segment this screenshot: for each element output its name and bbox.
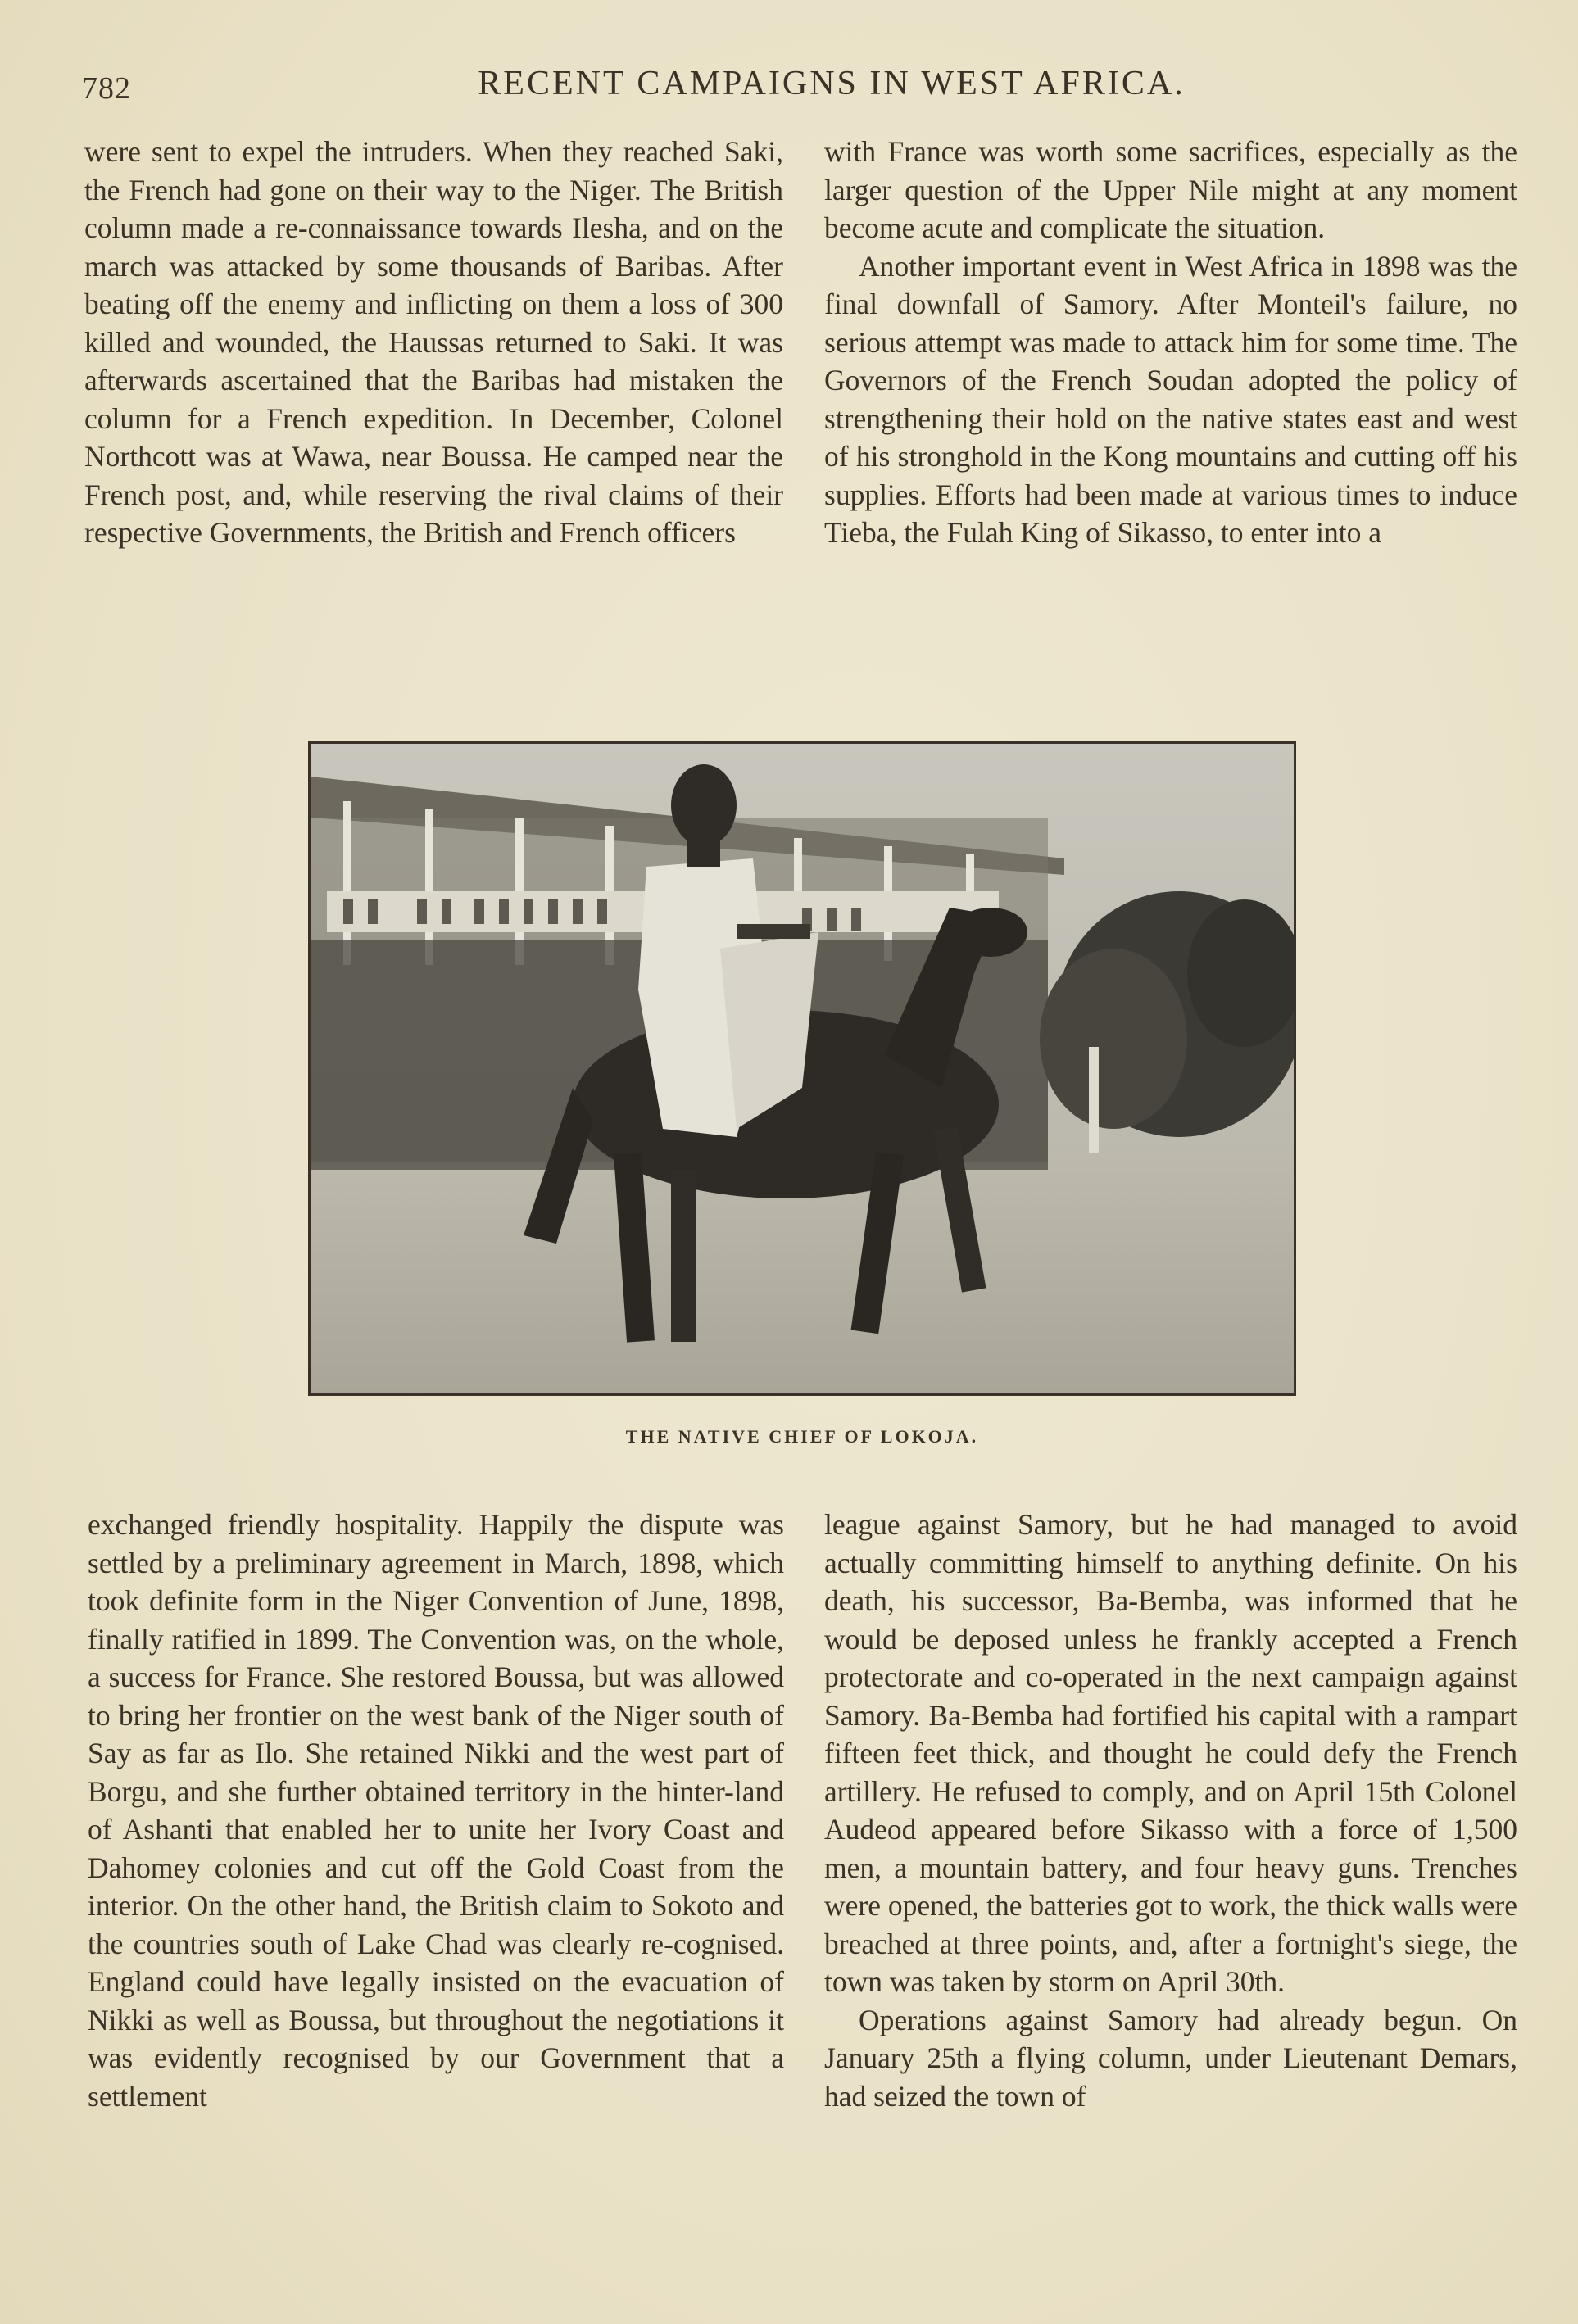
photograph-chief-on-horse bbox=[308, 741, 1296, 1396]
running-title: RECENT CAMPAIGNS IN WEST AFRICA. bbox=[478, 65, 1186, 102]
paragraph: league against Samory, but he had managed to avoid actually committing himself to anything definite. On his death, his successor, Ba-Bemba, was informed that he would be deposed unless he frankly accepted a French protectorate and co-operated in the next campaign against Samory. Ba-Bemba had fortified his capital with a rampart fifteen feet thick, and thought he could defy the French artillery. He refused to comply, and on April 15th Colonel Audeod appeared before Sikasso with a force of 1,500 men, a mountain battery, and four heavy guns. Trenches were opened, the batteries got to work, the thick walls were breached at three points, and, after a fortnight's siege, the town was taken by storm on April 30th. bbox=[824, 1508, 1517, 1998]
top-left-column bbox=[84, 133, 783, 552]
bottom-right-column bbox=[824, 1506, 1517, 2115]
page-number: 782 bbox=[82, 71, 131, 106]
figure-caption: THE NATIVE CHIEF OF LOKOJA. bbox=[625, 1426, 979, 1447]
page-header bbox=[82, 64, 1516, 113]
paragraph: exchanged friendly hospitality. Happily the dispute was settled by a preliminary agreement in March, 1898, which took definite form in the Niger Convention of June, 1898, finally ratified in 1899. The Convention was, on the whole, a success for France. She restored Boussa, but was allowed to bring her frontier on the west bank of the Niger south of Say as far as Ilo. She retained Nikki and the west part of Borgu, and she further obtained territory in the hinter-land of Ashanti that enabled her to unite her Ivory Coast and Dahomey colonies and cut off the Gold Coast from the interior. On the other hand, the British claim to Sokoto and the countries south of Lake Chad was clearly re-cognised. England could have legally insisted on the evacuation of Nikki as well as Boussa, but throughout the negotiations it was evidently recognised by our Government that a settlement bbox=[88, 1508, 784, 2113]
paragraph: Another important event in West Africa in 1898 was the final downfall of Samory. After Monteil's failure, no serious attempt was made to attack him for some time. The Governors of the French Soudan adopted the policy of strengthening their hold on the native states east and west of his stronghold in the Kong mountains and cutting off his supplies. Efforts had been made at various times to induce Tieba, the Fulah King of Sikasso, to enter into a bbox=[824, 249, 1517, 549]
photograph-illustration bbox=[311, 744, 1294, 1393]
paragraph: Operations against Samory had already begun. On January 25th a flying column, under Lieutenant Demars, had seized the town of bbox=[824, 2003, 1517, 2113]
paragraph: were sent to expel the intruders. When they reached Saki, the French had gone on their way to the Niger. The British column made a re-connaissance towards Ilesha, and on the march was attacked by some thousands of Baribas. After beating off the enemy and inflicting on them a loss of 300 killed and wounded, the Haussas returned to Saki. It was afterwards ascertained that the Baribas had mistaken the column for a French expedition. In December, Colonel Northcott was at Wawa, near Boussa. He camped near the French post, and, while reserving the rival claims of their respective Governments, the British and French officers bbox=[84, 135, 783, 549]
bottom-left-column bbox=[88, 1506, 784, 2115]
top-right-column bbox=[824, 133, 1517, 552]
paragraph: with France was worth some sacrifices, especially as the larger question of the Upper Nile might at any moment become acute and complicate the situation. bbox=[824, 135, 1517, 244]
